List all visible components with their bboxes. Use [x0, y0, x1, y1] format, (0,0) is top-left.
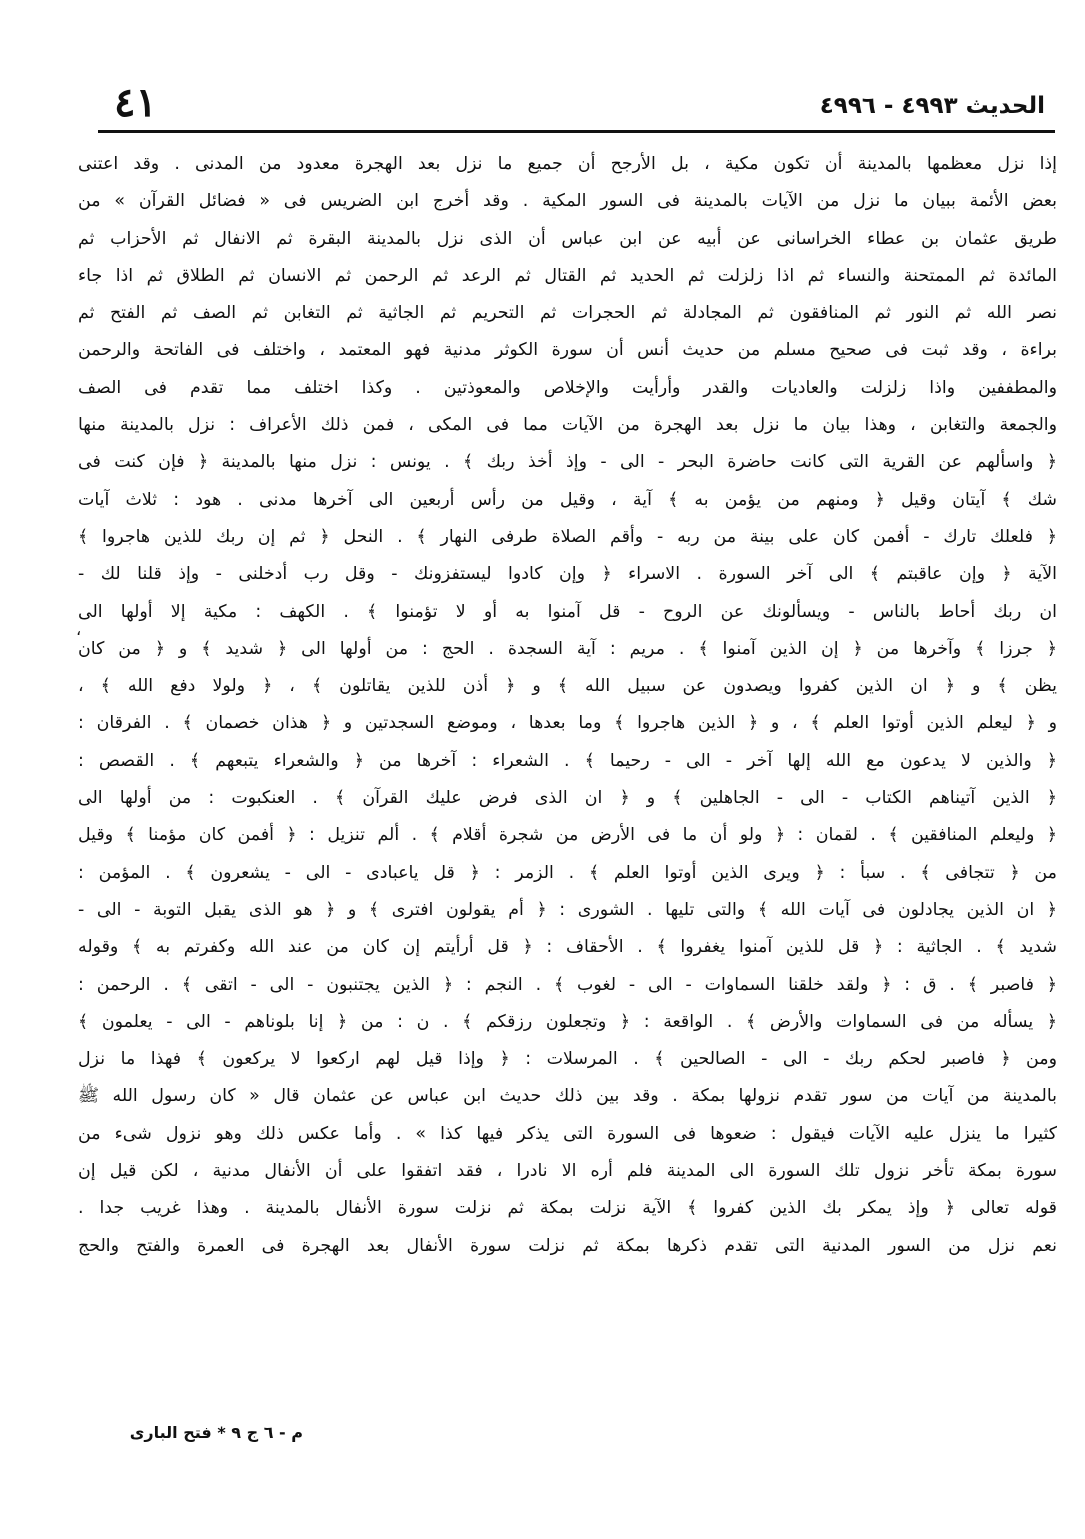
text-line: طريق عثمان بن عطاء الخراسانى عن أبيه عن ابن عباس أن الذى نزل بالمدينة البقرة ثم الانفال ثم الأحزاب ثم	[78, 228, 1057, 249]
text-line: ﴿ وليعلم المنافقين ﴾ . لقمان : ﴿ ولو أن ما فى الأرض من شجرة أقلام ﴾ . ألم تنزيل : ﴿ أفمن كان مؤمنا ﴾ وقيل	[78, 825, 1057, 846]
page-footer: م - ٦ ج ٩ * فتح البارى	[129, 1423, 303, 1442]
text-line: نعم نزل من السور المدنية التى تقدم ذكرها بمكة ثم نزلت سورة الأنفال بعد الهجرة فى العمرة والفتح والحج	[78, 1235, 1057, 1256]
text-line: ﴿ جرزا ﴾ وآخرها من ﴿ إن الذين آمنوا ﴾ . مريم : آية السجدة . الحج : من أولها الى ﴿ شديد ﴾ و ﴿ من كان	[78, 638, 1057, 659]
text-line: والجمعة والتغابن ، وهذا بيان ما نزل بعد الهجرة من الآيات مما فى المكى ، فمن ذلك الأعراف : نزل بالمدينة منها	[78, 415, 1057, 436]
text-line: ومن ﴿ فاصبر لحكم ربك - الى - الصالحين ﴾ . المرسلات : ﴿ وإذا قيل لهم اركعوا لا يركعون ﴾ فهذا ما نزل	[78, 1049, 1057, 1070]
text-line: والمطففين واذا زلزلت والعاديات والقدر وأرأيت والإخلاص والمعوذتين . وكذا اختلف مما تقدم فى الصف	[78, 377, 1057, 398]
text-line: ﴿ واسألهم عن القرية التى كانت حاضرة البحر - الى - وإذ أخذ ربك ﴾ . يونس : نزل منها بالمدينة ﴿ فإن كنت فى	[78, 452, 1057, 473]
text-line: يظن ﴾ و ﴿ ان الذين كفروا ويصدون عن سبيل الله ﴾ و ﴿ أذن للذين يقاتلون ﴾ ، ﴿ ولولا دفع الله ﴾ ،	[78, 676, 1057, 697]
text-line: ﴿ الذين آتيناهم الكتاب - الى - الجاهلين ﴾ و ﴿ ان الذى فرض عليك القرآن ﴾ . العنكبوت : من أولها الى	[78, 788, 1057, 809]
text-line: ﴿ يسأله من فى السماوات والأرض ﴾ . الواقعة : ﴿ وتجعلون رزقكم ﴾ . ن : من ﴿ إنا بلوناهم - الى - يعلمون ﴾	[78, 1011, 1057, 1032]
text-line: بعض الأئمة ببيان ما نزل من الآيات بالمدينة فى السور المكية . وقد أخرج ابن الضريس فى « فضائل القرآن » من	[78, 191, 1057, 212]
text-line: سورة بمكة تأخر نزول تلك السورة الى المدينة فلم أره الا نادرا ، فقد اتفقوا على أن الأنفال مدنية ، لكن قيل إن	[78, 1161, 1057, 1182]
text-line: ﴿ فاصبر ﴾ . ق : ﴿ ولقد خلقنا السماوات - الى - لغوب ﴾ . النجم : ﴿ الذين يجتنبون - الى - اتقى ﴾ . الرحمن :	[78, 974, 1057, 995]
page-number: ٤١	[114, 79, 157, 126]
text-line: شك ﴾ آيتان وقيل ﴿ ومنهم من يؤمن به ﴾ آية ، وقيل من رأس أربعين الى آخرها مدنى . هود : ثلاث آيات	[78, 489, 1057, 510]
text-line: الآية ﴿ وإن عاقبتم ﴾ الى آخر السورة . الاسراء ﴿ وإن كادوا ليستفزونك - وقل رب أدخلنى - وإذ قلنا لك -	[78, 564, 1057, 585]
body-text	[78, 146, 1057, 1265]
margin-mark: ،	[76, 620, 82, 639]
text-line: قوله تعالى ﴿ وإذ يمكر بك الذين كفروا ﴾ الآية نزلت بمكة ثم نزلت سورة الأنفال بالمدينة . وهذا غريب جدا .	[78, 1198, 1057, 1219]
text-line: كثيرا ما ينزل عليه الآيات فيقول : ضعوها فى السورة التى يذكر فيها كذا » . وأما عكس ذلك وهو نزول شىء من	[78, 1123, 1057, 1144]
text-line: من ﴿ تتجافى ﴾ . سبأ : ﴿ ويرى الذين أوتوا العلم ﴾ . الزمر : ﴿ قل ياعبادى - الى - يشعرون ﴾ . المؤمن :	[78, 862, 1057, 883]
text-line: شديد ﴾ . الجاثية : ﴿ قل للذين آمنوا يغفروا ﴾ . الأحقاف : ﴿ قل أرأيتم إن كان من عند الله وكفرتم به ﴾ وقوله	[78, 937, 1057, 958]
header-rule	[98, 130, 1055, 133]
running-title: الحديث ٤٩٩٣ - ٤٩٩٦	[819, 93, 1045, 119]
text-line: و ﴿ ليعلم الذين أوتوا العلم ﴾ ، و ﴿ الذين هاجروا ﴾ وما بعدها ، وموضع السجدتين و ﴿ هذان خصمان ﴾ . الفرقان :	[78, 713, 1057, 734]
text-line: ﴿ فلعلك تارك - أفمن كان على بينة من ربه - وأقم الصلاة طرفى النهار ﴾ . النحل ﴿ ثم إن ربك للذين هاجروا ﴾	[78, 526, 1057, 547]
text-line: براءة ، وقد ثبت فى صحيح مسلم من حديث أنس أن سورة الكوثر مدنية فهو المعتمد ، واختلف فى الفاتحة والرحمن	[78, 340, 1057, 361]
text-line: بالمدينة من آيات من سور تقدم نزولها بمكة . وقد بين ذلك حديث ابن عباس عن عثمان قال « كان رسول الله ﷺ	[78, 1086, 1057, 1107]
text-line: المائدة ثم الممتحنة والنساء ثم اذا زلزلت ثم الحديد ثم القتال ثم الرعد ثم الرحمن ثم الانسان ثم الطلاق ثم اذا جاء	[78, 265, 1057, 286]
page-header	[100, 78, 1045, 128]
text-line: ﴿ ان الذين يجادلون فى آيات الله ﴾ والتى تليها . الشورى : ﴿ أم يقولون افترى ﴾ و ﴿ هو الذى يقبل التوبة - الى -	[78, 899, 1057, 920]
text-line: نصر الله ثم النور ثم المنافقون ثم المجادلة ثم الحجرات ثم التحريم ثم الجاثية ثم التغابن ثم الصف ثم الفتح ثم	[78, 303, 1057, 324]
text-line: إذا نزل معظمها بالمدينة أن تكون مكية ، بل الأرجح أن جميع ما نزل بعد الهجرة معدود من المدنى . وقد اعتنى	[78, 154, 1057, 174]
text-line: ان ربك أحاط بالناس - ويسألونك عن الروح - قل آمنوا به أو لا تؤمنوا ﴾ . الكهف : مكية إلا أولها الى	[78, 601, 1057, 622]
text-line: ﴿ والذين لا يدعون مع الله إلها آخر - الى - رحيما ﴾ . الشعراء : آخرها من ﴿ والشعراء يتبعهم ﴾ . القصص :	[78, 750, 1057, 771]
